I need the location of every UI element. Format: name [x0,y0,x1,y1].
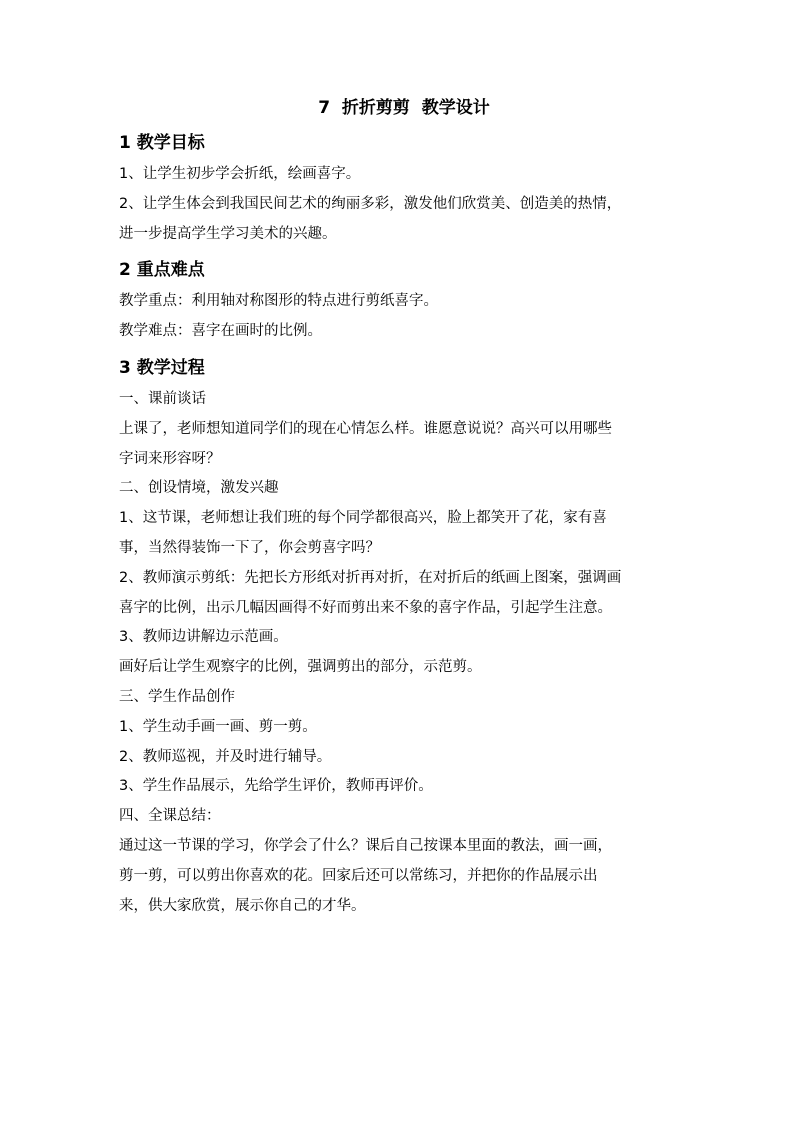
paragraph-line: 上课了，老师想知道同学们的现在心情怎么样。谁愿意说说？高兴可以用哪些 [119,420,612,437]
paragraph-line: 剪一剪，可以剪出你喜欢的花。回家后还可以常练习，并把你的作品展示出 [119,867,598,884]
paragraph-line: 2、教师巡视，并及时进行辅导。 [119,748,332,765]
paragraph-line: 1、这节课，老师想让我们班的每个同学都很高兴，脸上都笑开了花，家有喜 [119,510,607,527]
paragraph-line: 进一步提高学生学习美术的兴趣。 [119,225,337,242]
document-title: 7 折折剪剪 教学设计 [318,98,490,118]
paragraph-line: 2、教师演示剪纸：先把长方形纸对折再对折，在对折后的纸画上图案，强调画 [119,569,622,586]
paragraph-line: 事，当然得装饰一下了，你会剪喜字吗？ [119,539,380,556]
paragraph-line: 教学难点：喜字在画时的比例。 [119,323,322,340]
section-heading: 3 教学过程 [119,357,205,378]
paragraph-line: 字词来形容呀？ [119,450,221,467]
paragraph-line: 三、学生作品创作 [119,688,235,705]
paragraph-line: 四、全课总结： [119,808,221,825]
paragraph-line: 1、学生动手画一画、剪一剪。 [119,718,317,735]
paragraph-line: 来，供大家欣赏，展示你自己的才华。 [119,897,366,914]
paragraph-line: 教学重点：利用轴对称图形的特点进行剪纸喜字。 [119,293,438,310]
paragraph-line: 二、创设情境，激发兴趣 [119,480,279,497]
section-teaching-goals [119,128,679,249]
section-heading: 1 教学目标 [119,133,205,153]
section-key-difficult-points [119,255,679,347]
document-page [119,94,679,921]
section-teaching-process [119,353,679,921]
paragraph-line: 3、教师边讲解边示范画。 [119,629,288,646]
section-heading: 2 重点难点 [119,260,205,281]
paragraph-line: 2、让学生体会到我国民间艺术的绚丽多彩，激发他们欣赏美、创造美的热情， [119,195,622,212]
paragraph-line: 1、让学生初步学会折纸，绘画喜字。 [119,166,361,182]
paragraph-line: 画好后让学生观察字的比例，强调剪出的部分，示范剪。 [119,659,482,676]
paragraph-line: 3、学生作品展示，先给学生评价，教师再评价。 [119,778,433,795]
paragraph-line: 一、课前谈话 [119,390,206,407]
paragraph-line: 喜字的比例，出示几幅因画得不好而剪出来不象的喜字作品，引起学生注意。 [119,599,612,616]
paragraph-line: 通过这一节课的学习，你学会了什么？课后自己按课本里面的教法，画一画， [119,837,612,854]
